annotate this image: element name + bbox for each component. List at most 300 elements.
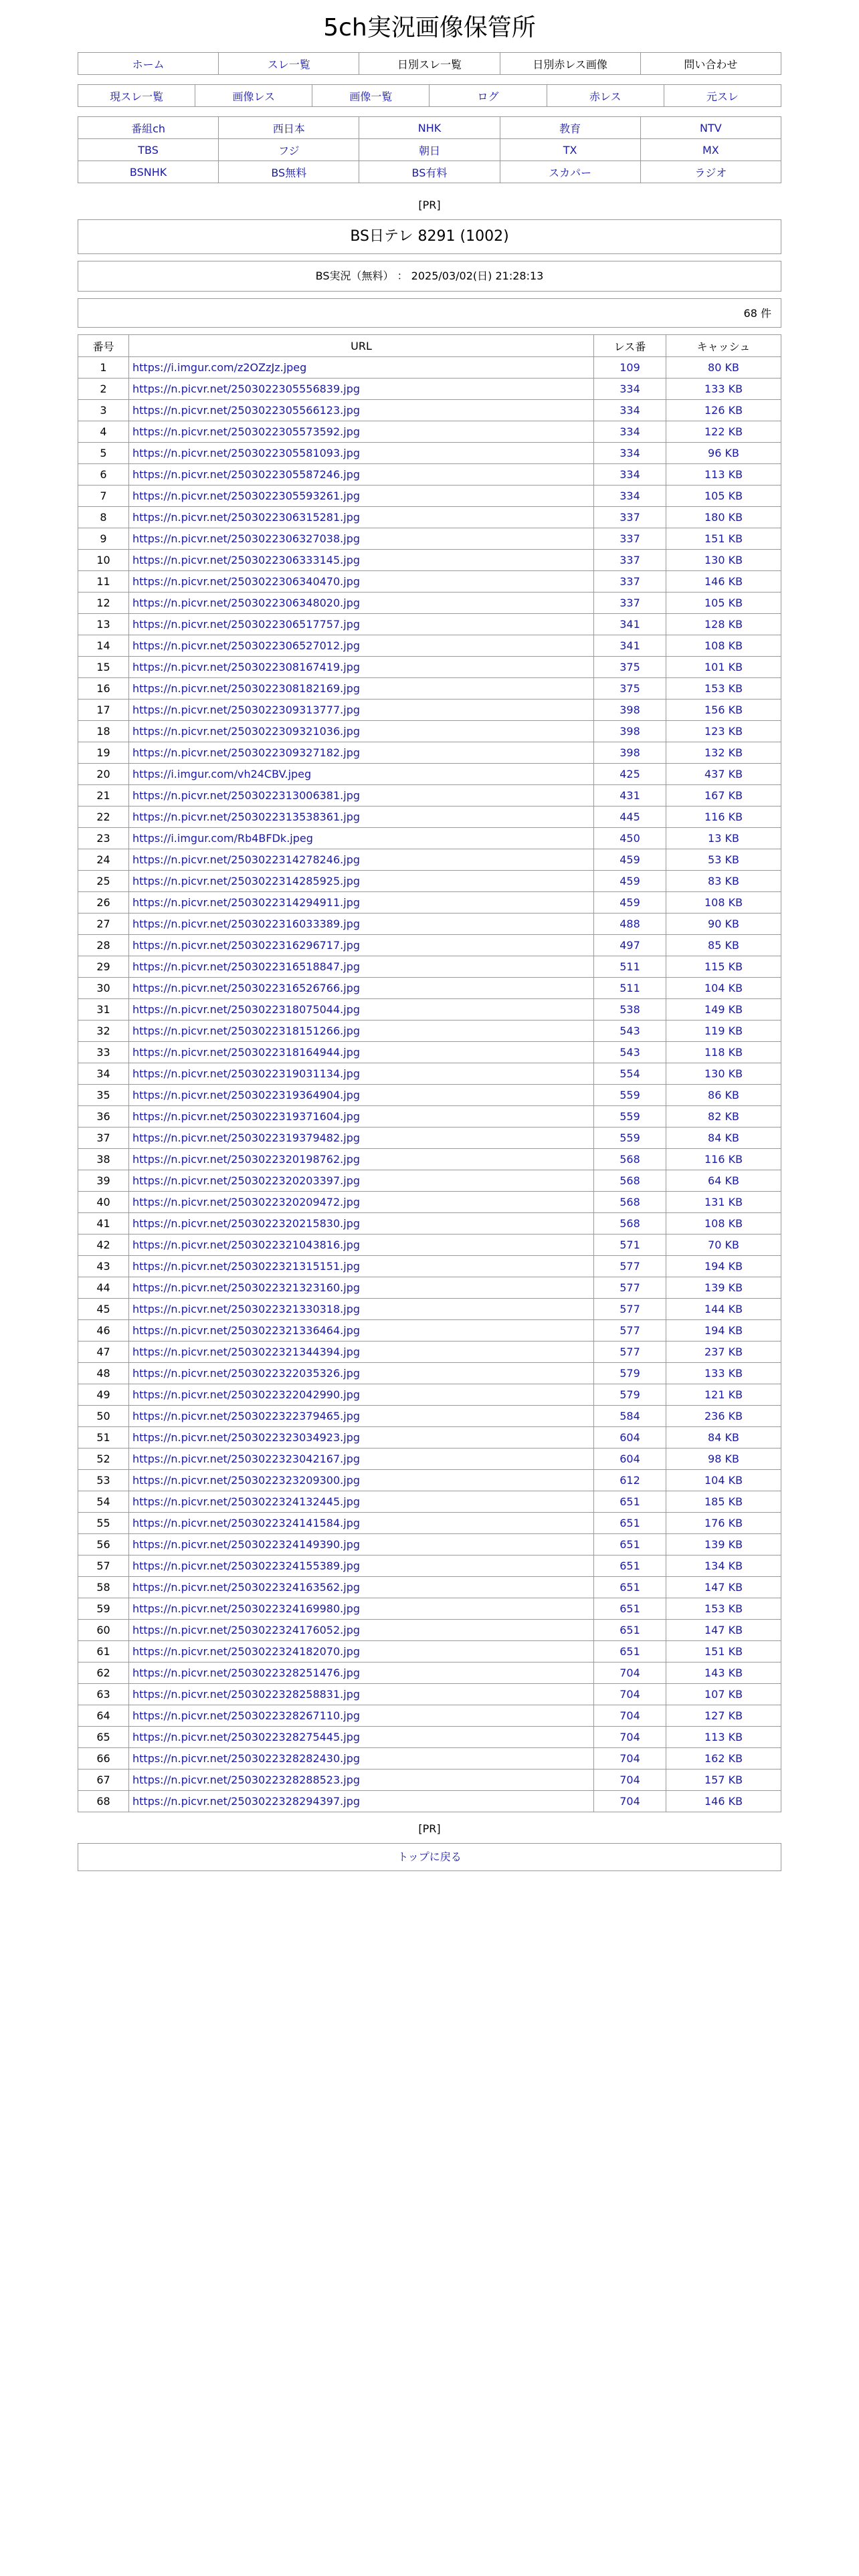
row-res-number[interactable]: 579 [594, 1363, 666, 1384]
row-cache-size[interactable]: 113 KB [666, 1727, 781, 1748]
image-url-link[interactable]: https://n.picvr.net/2503022306315281.jpg [132, 511, 361, 524]
image-url-link[interactable]: https://n.picvr.net/2503022324169980.jpg [132, 1602, 361, 1615]
nav-primary-item-3[interactable]: 日別スレ一覧 [397, 58, 462, 71]
row-cache-size[interactable]: 82 KB [666, 1106, 781, 1128]
row-cache-size[interactable]: 143 KB [666, 1662, 781, 1684]
channel-link-cell [500, 139, 640, 161]
image-url-link[interactable]: https://n.picvr.net/2503022321344394.jpg [132, 1346, 361, 1358]
row-cache-size[interactable]: 153 KB [666, 678, 781, 700]
row-res-number[interactable]: 704 [594, 1791, 666, 1812]
row-res-number[interactable]: 543 [594, 1021, 666, 1042]
image-url-link[interactable]: https://n.picvr.net/2503022321330318.jpg [132, 1303, 361, 1315]
row-res-number[interactable]: 651 [594, 1491, 666, 1513]
row-res-number[interactable]: 651 [594, 1555, 666, 1577]
row-cache-size[interactable]: 126 KB [666, 400, 781, 421]
row-res-number[interactable]: 459 [594, 871, 666, 892]
row-res-number[interactable]: 584 [594, 1406, 666, 1427]
row-url-cell [129, 1406, 594, 1427]
image-url-link[interactable]: https://n.picvr.net/2503022308182169.jpg [132, 682, 361, 695]
row-res-number[interactable]: 341 [594, 635, 666, 657]
row-cache-size[interactable]: 146 KB [666, 1791, 781, 1812]
row-res-number[interactable]: 651 [594, 1534, 666, 1555]
row-cache-size[interactable]: 104 KB [666, 1470, 781, 1491]
channel-link[interactable]: TBS [138, 143, 159, 156]
channel-link[interactable]: 教育 [559, 122, 581, 135]
image-url-link[interactable]: https://i.imgur.com/vh24CBV.jpeg [132, 768, 312, 780]
row-url-cell [129, 635, 594, 657]
row-cache-size[interactable]: 84 KB [666, 1427, 781, 1448]
row-res-number[interactable]: 559 [594, 1085, 666, 1106]
row-cache-size[interactable]: 151 KB [666, 1641, 781, 1662]
row-cache-size[interactable]: 130 KB [666, 550, 781, 571]
row-cache-size[interactable]: 83 KB [666, 871, 781, 892]
row-number: 44 [78, 1277, 129, 1299]
row-res-number[interactable]: 398 [594, 700, 666, 721]
row-res-number[interactable]: 337 [594, 550, 666, 571]
row-cache-size[interactable]: 162 KB [666, 1748, 781, 1769]
row-number: 17 [78, 700, 129, 721]
row-res-number[interactable]: 334 [594, 443, 666, 464]
row-cache-size[interactable]: 156 KB [666, 700, 781, 721]
image-url-link[interactable]: https://n.picvr.net/2503022320198762.jpg [132, 1153, 361, 1166]
row-res-number[interactable]: 579 [594, 1384, 666, 1406]
image-url-link[interactable]: https://n.picvr.net/2503022328294397.jpg [132, 1795, 361, 1808]
image-url-link[interactable]: https://n.picvr.net/2503022305593261.jpg [132, 490, 361, 502]
row-cache-size[interactable]: 98 KB [666, 1448, 781, 1470]
channel-link[interactable]: BS無料 [271, 166, 307, 179]
nav-secondary-item-6-cell [664, 85, 781, 107]
row-res-number[interactable]: 334 [594, 379, 666, 400]
row-cache-size[interactable]: 108 KB [666, 892, 781, 914]
nav-primary-item-5[interactable]: 問い合わせ [684, 58, 738, 71]
row-res-number[interactable]: 568 [594, 1213, 666, 1235]
row-res-number[interactable]: 568 [594, 1170, 666, 1192]
row-cache-size[interactable]: 122 KB [666, 421, 781, 443]
row-cache-size[interactable]: 118 KB [666, 1042, 781, 1063]
row-number: 12 [78, 593, 129, 614]
table-row [78, 1106, 781, 1128]
row-url-cell [129, 1662, 594, 1684]
nav-secondary-item-2[interactable]: 画像レス [232, 90, 275, 103]
image-url-link[interactable]: https://n.picvr.net/2503022324182070.jpg [132, 1645, 361, 1658]
row-cache-size[interactable]: 105 KB [666, 486, 781, 507]
image-url-link[interactable]: https://n.picvr.net/2503022321336464.jpg [132, 1324, 361, 1337]
row-res-number[interactable]: 538 [594, 999, 666, 1021]
row-res-number[interactable]: 459 [594, 892, 666, 914]
row-cache-size[interactable]: 105 KB [666, 593, 781, 614]
image-url-link[interactable]: https://n.picvr.net/2503022314285925.jpg [132, 875, 361, 887]
table-row [78, 1320, 781, 1341]
image-url-link[interactable]: https://n.picvr.net/2503022324155389.jpg [132, 1560, 361, 1572]
row-res-number[interactable]: 334 [594, 421, 666, 443]
channel-link[interactable]: フジ [278, 144, 300, 157]
row-number: 53 [78, 1470, 129, 1491]
row-url-cell [129, 978, 594, 999]
row-cache-size[interactable]: 153 KB [666, 1598, 781, 1620]
channel-link[interactable]: 朝日 [418, 144, 440, 157]
image-url-link[interactable]: https://n.picvr.net/2503022320215830.jpg [132, 1217, 361, 1230]
image-url-link[interactable]: https://n.picvr.net/2503022313538361.jpg [132, 811, 361, 823]
table-row [78, 379, 781, 400]
row-number: 63 [78, 1684, 129, 1705]
row-cache-size[interactable]: 146 KB [666, 571, 781, 593]
table-row [78, 849, 781, 871]
row-number: 45 [78, 1299, 129, 1320]
row-res-number[interactable]: 511 [594, 978, 666, 999]
channel-nav [78, 116, 781, 183]
table-row [78, 700, 781, 721]
row-cache-size[interactable]: 116 KB [666, 807, 781, 828]
row-cache-size[interactable]: 437 KB [666, 764, 781, 785]
row-res-number[interactable]: 571 [594, 1235, 666, 1256]
row-res-number[interactable]: 334 [594, 486, 666, 507]
row-cache-size[interactable]: 108 KB [666, 635, 781, 657]
row-cache-size[interactable]: 139 KB [666, 1534, 781, 1555]
row-res-number[interactable]: 651 [594, 1620, 666, 1641]
table-row [78, 657, 781, 678]
table-row [78, 1470, 781, 1491]
table-row [78, 1491, 781, 1513]
image-url-link[interactable]: https://n.picvr.net/2503022328267110.jpg [132, 1709, 361, 1722]
row-res-number[interactable]: 375 [594, 678, 666, 700]
image-url-link[interactable]: https://n.picvr.net/2503022323042167.jpg [132, 1453, 361, 1465]
image-url-link[interactable]: https://n.picvr.net/2503022324176052.jpg [132, 1624, 361, 1636]
pr-label-top: [PR] [418, 199, 441, 211]
header-size: キャッシュ [666, 335, 781, 357]
image-url-link[interactable]: https://n.picvr.net/2503022324163562.jpg [132, 1581, 361, 1594]
image-url-link[interactable]: https://n.picvr.net/2503022309313777.jpg [132, 704, 361, 716]
row-cache-size[interactable]: 132 KB [666, 742, 781, 764]
channel-link[interactable]: TX [563, 143, 577, 156]
row-cache-size[interactable]: 167 KB [666, 785, 781, 807]
row-number: 23 [78, 828, 129, 849]
row-res-number[interactable]: 511 [594, 956, 666, 978]
image-url-link[interactable]: https://n.picvr.net/2503022306327038.jpg [132, 532, 361, 545]
row-cache-size[interactable]: 13 KB [666, 828, 781, 849]
row-number: 49 [78, 1384, 129, 1406]
row-number: 42 [78, 1235, 129, 1256]
image-url-link[interactable]: https://n.picvr.net/2503022305581093.jpg [132, 447, 361, 459]
row-cache-size[interactable]: 123 KB [666, 721, 781, 742]
row-cache-size[interactable]: 131 KB [666, 1192, 781, 1213]
table-row [78, 1341, 781, 1363]
image-url-link[interactable]: https://n.picvr.net/2503022322042990.jpg [132, 1388, 361, 1401]
table-row [78, 935, 781, 956]
row-cache-size[interactable]: 85 KB [666, 935, 781, 956]
nav-primary-item-3-cell [359, 53, 500, 75]
row-res-number[interactable]: 577 [594, 1277, 666, 1299]
image-url-link[interactable]: https://n.picvr.net/2503022319379482.jpg [132, 1132, 361, 1144]
image-url-link[interactable]: https://n.picvr.net/2503022306527012.jpg [132, 639, 361, 652]
row-res-number[interactable]: 497 [594, 935, 666, 956]
row-number: 29 [78, 956, 129, 978]
row-res-number[interactable]: 559 [594, 1128, 666, 1149]
image-url-link[interactable]: https://n.picvr.net/2503022328251476.jpg [132, 1667, 361, 1679]
image-url-link[interactable]: https://n.picvr.net/2503022318164944.jpg [132, 1046, 361, 1059]
table-row [78, 1598, 781, 1620]
image-url-link[interactable]: https://n.picvr.net/2503022324149390.jpg [132, 1538, 361, 1551]
row-number: 3 [78, 400, 129, 421]
image-url-link[interactable]: https://n.picvr.net/2503022319031134.jpg [132, 1067, 361, 1080]
table-row [78, 1235, 781, 1256]
row-res-number[interactable]: 604 [594, 1448, 666, 1470]
row-cache-size[interactable]: 115 KB [666, 956, 781, 978]
image-url-link[interactable]: https://n.picvr.net/2503022306340470.jpg [132, 575, 361, 588]
row-res-number[interactable]: 704 [594, 1705, 666, 1727]
row-res-number[interactable]: 398 [594, 721, 666, 742]
row-res-number[interactable]: 651 [594, 1577, 666, 1598]
row-cache-size[interactable]: 147 KB [666, 1620, 781, 1641]
channel-link[interactable]: BSNHK [129, 165, 167, 179]
row-cache-size[interactable]: 86 KB [666, 1085, 781, 1106]
image-url-link[interactable]: https://n.picvr.net/2503022309321036.jpg [132, 725, 361, 738]
channel-link[interactable]: 西日本 [272, 122, 305, 135]
row-cache-size[interactable]: 180 KB [666, 507, 781, 528]
row-url-cell [129, 1170, 594, 1192]
row-cache-size[interactable]: 134 KB [666, 1555, 781, 1577]
row-res-number[interactable]: 398 [594, 742, 666, 764]
row-res-number[interactable]: 337 [594, 593, 666, 614]
channel-link[interactable]: NHK [417, 121, 442, 134]
row-url-cell [129, 1299, 594, 1320]
row-number: 59 [78, 1598, 129, 1620]
image-url-link[interactable]: https://n.picvr.net/2503022306333145.jpg [132, 554, 361, 566]
nav-primary-item-2[interactable]: スレ一覧 [267, 58, 310, 71]
image-url-link[interactable]: https://n.picvr.net/2503022323034923.jpg [132, 1431, 361, 1444]
row-res-number[interactable]: 559 [594, 1106, 666, 1128]
primary-nav [78, 52, 781, 75]
image-url-link[interactable]: https://n.picvr.net/2503022305573592.jpg [132, 425, 361, 438]
row-res-number[interactable]: 704 [594, 1662, 666, 1684]
image-url-link[interactable]: https://n.picvr.net/2503022316033389.jpg [132, 918, 361, 930]
row-cache-size[interactable]: 133 KB [666, 379, 781, 400]
row-url-cell [129, 1213, 594, 1235]
nav-primary-item-4[interactable]: 日別赤レス画像 [533, 58, 607, 71]
row-number: 16 [78, 678, 129, 700]
row-res-number[interactable]: 612 [594, 1470, 666, 1491]
row-res-number[interactable]: 651 [594, 1513, 666, 1534]
channel-link[interactable]: スカパー [549, 166, 592, 179]
image-table-body [78, 357, 781, 1812]
back-to-top-link[interactable]: トップに戻る [397, 1850, 462, 1863]
row-res-number[interactable]: 651 [594, 1598, 666, 1620]
row-cache-size[interactable]: 70 KB [666, 1235, 781, 1256]
image-url-link[interactable]: https://n.picvr.net/2503022305587246.jpg [132, 468, 361, 481]
row-url-cell [129, 1513, 594, 1534]
row-res-number[interactable]: 568 [594, 1192, 666, 1213]
row-res-number[interactable]: 375 [594, 657, 666, 678]
row-res-number[interactable]: 334 [594, 464, 666, 486]
row-cache-size[interactable]: 104 KB [666, 978, 781, 999]
image-url-link[interactable]: https://n.picvr.net/2503022321315151.jpg [132, 1260, 361, 1273]
image-url-link[interactable]: https://n.picvr.net/2503022318151266.jpg [132, 1025, 361, 1037]
image-url-link[interactable]: https://n.picvr.net/2503022314278246.jpg [132, 853, 361, 866]
image-url-link[interactable]: https://n.picvr.net/2503022328258831.jpg [132, 1688, 361, 1701]
row-cache-size[interactable]: 194 KB [666, 1256, 781, 1277]
row-cache-size[interactable]: 119 KB [666, 1021, 781, 1042]
image-url-link[interactable]: https://n.picvr.net/2503022320203397.jpg [132, 1174, 361, 1187]
image-url-link[interactable]: https://n.picvr.net/2503022305566123.jpg [132, 404, 361, 417]
image-url-link[interactable]: https://n.picvr.net/2503022309327182.jpg [132, 746, 361, 759]
row-res-number[interactable]: 577 [594, 1299, 666, 1320]
row-url-cell [129, 1128, 594, 1149]
image-url-link[interactable]: https://n.picvr.net/2503022323209300.jpg [132, 1474, 361, 1487]
image-url-link[interactable]: https://n.picvr.net/2503022318075044.jpg [132, 1003, 361, 1016]
channel-link[interactable]: 番組ch [131, 122, 166, 135]
row-cache-size[interactable]: 96 KB [666, 443, 781, 464]
row-number: 10 [78, 550, 129, 571]
row-cache-size[interactable]: 176 KB [666, 1513, 781, 1534]
nav-secondary-item-6[interactable]: 元スレ [706, 90, 739, 103]
row-cache-size[interactable]: 139 KB [666, 1277, 781, 1299]
header-url: URL [129, 335, 594, 357]
channel-link[interactable]: BS有料 [411, 166, 448, 179]
row-cache-size[interactable]: 236 KB [666, 1406, 781, 1427]
row-cache-size[interactable]: 84 KB [666, 1128, 781, 1149]
row-url-cell [129, 400, 594, 421]
row-url-cell [129, 1684, 594, 1705]
row-res-number[interactable]: 445 [594, 807, 666, 828]
row-cache-size[interactable]: 185 KB [666, 1491, 781, 1513]
image-url-link[interactable]: https://n.picvr.net/2503022306517757.jpg [132, 618, 361, 631]
nav-secondary-item-5-cell [547, 85, 664, 107]
row-cache-size[interactable]: 80 KB [666, 357, 781, 379]
row-cache-size[interactable]: 64 KB [666, 1170, 781, 1192]
table-row [78, 1705, 781, 1727]
image-url-link[interactable]: https://n.picvr.net/2503022308167419.jpg [132, 661, 361, 673]
row-res-number[interactable]: 577 [594, 1256, 666, 1277]
row-res-number[interactable]: 337 [594, 528, 666, 550]
nav-secondary-item-5[interactable]: 赤レス [589, 90, 622, 103]
row-cache-size[interactable]: 128 KB [666, 614, 781, 635]
row-res-number[interactable]: 554 [594, 1063, 666, 1085]
row-url-cell [129, 1042, 594, 1063]
row-res-number[interactable]: 577 [594, 1320, 666, 1341]
row-res-number[interactable]: 337 [594, 507, 666, 528]
row-number: 15 [78, 657, 129, 678]
image-table [78, 334, 781, 1812]
channel-link[interactable]: MX [702, 143, 719, 156]
row-res-number[interactable]: 334 [594, 400, 666, 421]
row-res-number[interactable]: 109 [594, 357, 666, 379]
row-cache-size[interactable]: 116 KB [666, 1149, 781, 1170]
row-cache-size[interactable]: 113 KB [666, 464, 781, 486]
row-cache-size[interactable]: 237 KB [666, 1341, 781, 1363]
row-cache-size[interactable]: 107 KB [666, 1684, 781, 1705]
row-cache-size[interactable]: 127 KB [666, 1705, 781, 1727]
channel-link[interactable]: ラジオ [694, 166, 727, 179]
image-url-link[interactable]: https://i.imgur.com/z2OZzJz.jpeg [132, 361, 307, 374]
table-row [78, 571, 781, 593]
image-url-link[interactable]: https://n.picvr.net/2503022322379465.jpg [132, 1410, 361, 1422]
row-cache-size[interactable]: 133 KB [666, 1363, 781, 1384]
row-cache-size[interactable]: 90 KB [666, 914, 781, 935]
nav-primary-item-1[interactable]: ホーム [132, 58, 165, 71]
row-res-number[interactable]: 604 [594, 1427, 666, 1448]
row-cache-size[interactable]: 53 KB [666, 849, 781, 871]
image-url-link[interactable]: https://n.picvr.net/2503022305556839.jpg [132, 383, 361, 395]
row-res-number[interactable]: 543 [594, 1042, 666, 1063]
image-url-link[interactable]: https://n.picvr.net/2503022321323160.jpg [132, 1281, 361, 1294]
row-res-number[interactable]: 488 [594, 914, 666, 935]
image-url-link[interactable]: https://n.picvr.net/2503022322035326.jpg [132, 1367, 361, 1380]
row-res-number[interactable]: 337 [594, 571, 666, 593]
table-row [78, 421, 781, 443]
row-res-number[interactable]: 704 [594, 1727, 666, 1748]
page [78, 0, 781, 1871]
image-url-link[interactable]: https://n.picvr.net/2503022324132445.jpg [132, 1495, 361, 1508]
nav-secondary-item-1[interactable]: 現スレ一覧 [110, 90, 164, 103]
image-url-link[interactable]: https://n.picvr.net/2503022319364904.jpg [132, 1089, 361, 1101]
nav-secondary-item-3[interactable]: 画像一覧 [349, 90, 393, 103]
nav-secondary-item-4[interactable]: ログ [477, 90, 499, 103]
row-res-number[interactable]: 450 [594, 828, 666, 849]
row-res-number[interactable]: 704 [594, 1684, 666, 1705]
row-cache-size[interactable]: 144 KB [666, 1299, 781, 1320]
channel-link-cell [78, 117, 219, 139]
row-res-number[interactable]: 651 [594, 1641, 666, 1662]
image-url-link[interactable]: https://n.picvr.net/2503022320209472.jpg [132, 1196, 361, 1208]
image-url-link[interactable]: https://n.picvr.net/2503022306348020.jpg [132, 597, 361, 609]
table-row [78, 528, 781, 550]
row-url-cell [129, 550, 594, 571]
image-url-link[interactable]: https://n.picvr.net/2503022316296717.jpg [132, 939, 361, 952]
image-url-link[interactable]: https://n.picvr.net/2503022328282430.jpg [132, 1752, 361, 1765]
row-number: 54 [78, 1491, 129, 1513]
row-number: 43 [78, 1256, 129, 1277]
row-res-number[interactable]: 431 [594, 785, 666, 807]
table-row [78, 871, 781, 892]
row-res-number[interactable]: 459 [594, 849, 666, 871]
row-cache-size[interactable]: 108 KB [666, 1213, 781, 1235]
row-number: 13 [78, 614, 129, 635]
row-cache-size[interactable]: 151 KB [666, 528, 781, 550]
image-url-link[interactable]: https://n.picvr.net/2503022316526766.jpg [132, 982, 361, 994]
image-url-link[interactable]: https://n.picvr.net/2503022316518847.jpg [132, 960, 361, 973]
image-url-link[interactable]: https://n.picvr.net/2503022321043816.jpg [132, 1239, 361, 1251]
image-url-link[interactable]: https://n.picvr.net/2503022328275445.jpg [132, 1731, 361, 1743]
row-cache-size[interactable]: 149 KB [666, 999, 781, 1021]
image-url-link[interactable]: https://n.picvr.net/2503022313006381.jpg [132, 789, 361, 802]
image-url-link[interactable]: https://n.picvr.net/2503022319371604.jpg [132, 1110, 361, 1123]
row-cache-size[interactable]: 157 KB [666, 1769, 781, 1791]
row-res-number[interactable]: 704 [594, 1748, 666, 1769]
row-res-number[interactable]: 568 [594, 1149, 666, 1170]
row-res-number[interactable]: 577 [594, 1341, 666, 1363]
image-url-link[interactable]: https://n.picvr.net/2503022324141584.jpg [132, 1517, 361, 1529]
nav-primary-item-1-cell [78, 53, 219, 75]
row-cache-size[interactable]: 101 KB [666, 657, 781, 678]
row-res-number[interactable]: 425 [594, 764, 666, 785]
row-cache-size[interactable]: 194 KB [666, 1320, 781, 1341]
image-url-link[interactable]: https://i.imgur.com/Rb4BFDk.jpeg [132, 832, 313, 845]
row-url-cell [129, 828, 594, 849]
row-cache-size[interactable]: 147 KB [666, 1577, 781, 1598]
table-row [78, 1769, 781, 1791]
image-url-link[interactable]: https://n.picvr.net/2503022314294911.jpg [132, 896, 361, 909]
row-res-number[interactable]: 704 [594, 1769, 666, 1791]
row-cache-size[interactable]: 130 KB [666, 1063, 781, 1085]
image-url-link[interactable]: https://n.picvr.net/2503022328288523.jpg [132, 1774, 361, 1786]
table-row [78, 1555, 781, 1577]
row-cache-size[interactable]: 121 KB [666, 1384, 781, 1406]
row-url-cell [129, 571, 594, 593]
channel-link-cell [640, 117, 781, 139]
table-row [78, 1427, 781, 1448]
row-url-cell [129, 1555, 594, 1577]
row-res-number[interactable]: 341 [594, 614, 666, 635]
channel-link[interactable]: NTV [700, 121, 722, 134]
